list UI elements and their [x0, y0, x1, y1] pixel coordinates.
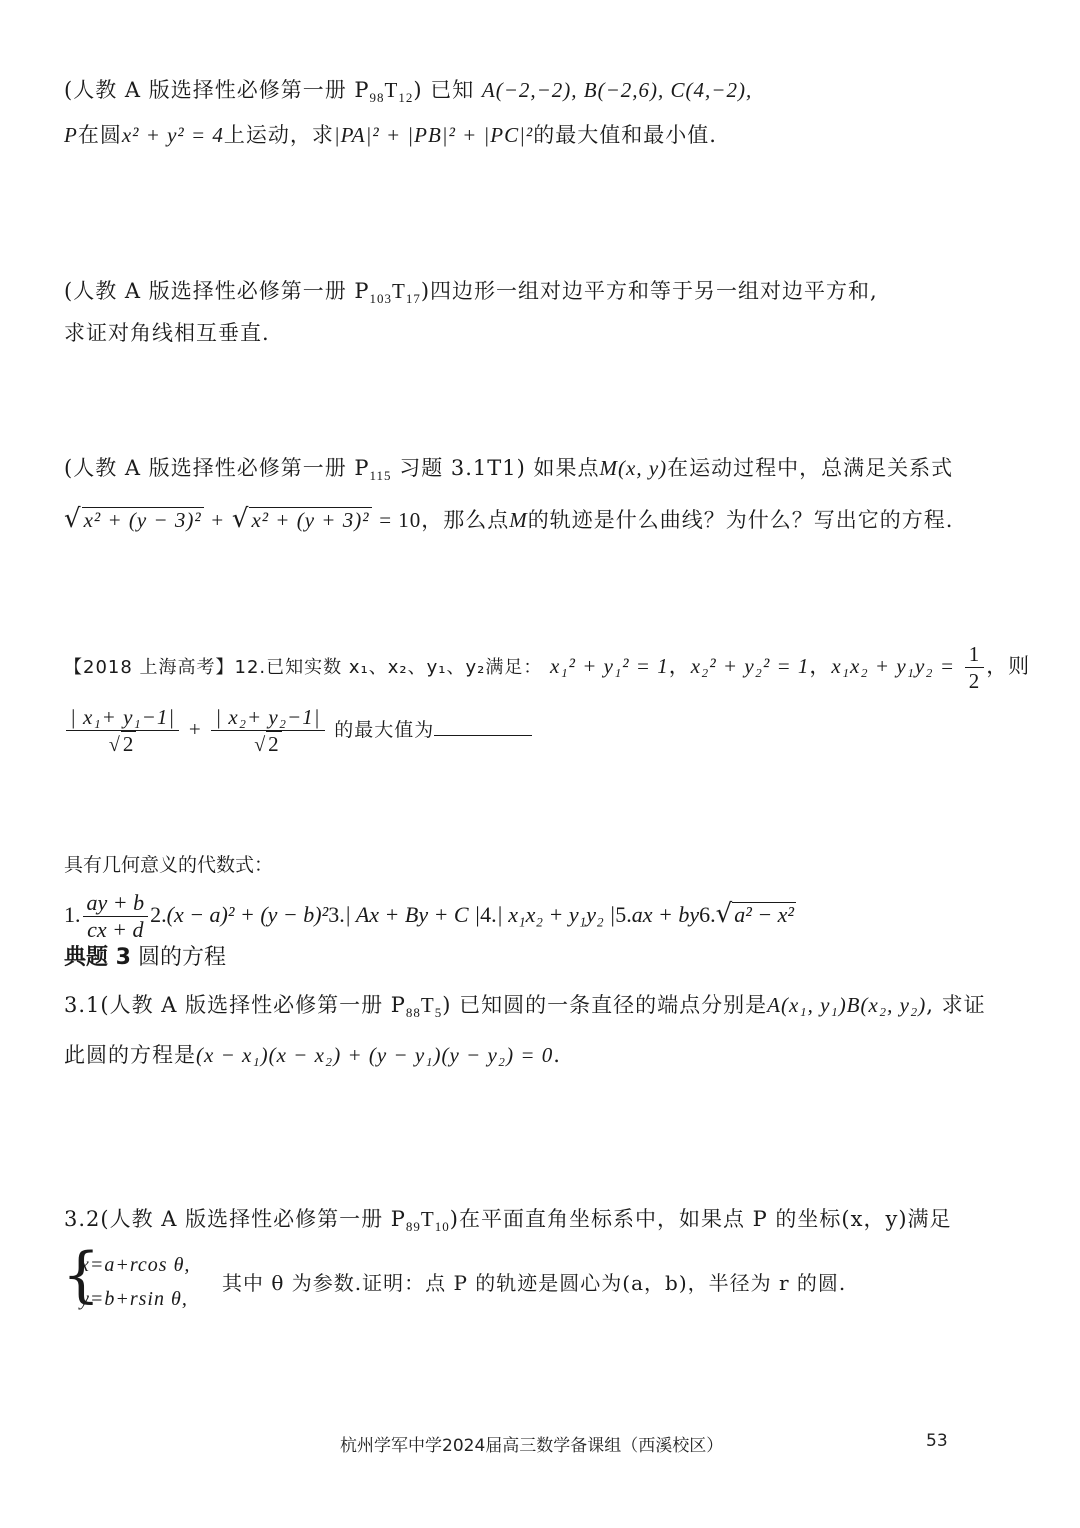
page-number: 103: [369, 291, 393, 307]
source-reference: 3.1(人教 A 版选择性必修第一册 P: [64, 993, 406, 1017]
numerator: ay + b: [83, 890, 149, 917]
text: , 求证: [926, 993, 986, 1017]
distance-squared-expression: (x − a)² + (y − b)²: [166, 902, 329, 927]
point-m: M: [509, 508, 528, 532]
condition-2: x₂² + y₂² = 1: [690, 654, 810, 678]
denominator: √2: [108, 731, 135, 756]
denominator: cx + d: [87, 916, 144, 942]
comma: ，: [809, 654, 832, 678]
exercise-prefix: T: [420, 1207, 435, 1231]
exercise-number: 12: [398, 90, 414, 106]
parametric-y: y=b+rsin θ,: [80, 1288, 188, 1310]
item-number: 3.: [328, 902, 345, 927]
item-number: 5.: [615, 902, 632, 927]
text: 的轨迹是什么曲线？为什么？写出它的方程.: [527, 508, 954, 532]
statement-text: )四边形一组对边平方和等于另一组对边平方和,: [420, 279, 878, 303]
text: ) 已知圆的一条直径的端点分别是: [442, 993, 768, 1017]
fraction-2: [211, 704, 324, 758]
problem-3-2-line-1: [64, 1204, 952, 1234]
problem-3-1-line-1: [64, 990, 986, 1020]
exercise-number: 5: [434, 1005, 443, 1021]
exercise-number: 17: [405, 291, 421, 307]
dot-product-expression: | x₁x₂ + y₁y₂ |: [496, 902, 616, 927]
source-reference: (人教 A 版选择性必修第一册 P: [64, 279, 370, 303]
item-number: 1.: [64, 902, 81, 927]
footer-organization: 杭州学军中学2024届高三数学备课组（西溪校区）: [340, 1436, 724, 1456]
distance-sum-expression: |PA|² + |PB|² + |PC|²: [333, 123, 534, 147]
numerator: | x₂+ y₂−1|: [211, 704, 324, 731]
page-number: 89: [405, 1219, 421, 1235]
plus-sign: +: [211, 508, 225, 532]
plus-sign: +: [188, 717, 202, 741]
source-reference: 3.2(人教 A 版选择性必修第一册 P: [64, 1207, 406, 1231]
linear-expression: ax + by: [631, 902, 700, 927]
item-number: 6.: [699, 902, 716, 927]
section-label: 典题 3: [64, 945, 131, 970]
exam-tag: 【2018 上海高考】: [64, 657, 235, 678]
fraction-half: [965, 641, 985, 694]
footer-page-number: 53: [926, 1431, 948, 1451]
answer-blank: [434, 715, 532, 736]
problem-3-line-1: [64, 453, 953, 483]
text: 在圆: [77, 123, 122, 147]
section-title: 圆的方程: [137, 945, 226, 970]
exercise-prefix: T: [420, 993, 435, 1017]
problem-3-line-2: [64, 504, 953, 535]
problem-4-line-2: [64, 698, 532, 760]
radical-sign: √: [64, 504, 82, 534]
radicand: 2: [268, 731, 280, 756]
circle-equation: (x − x₁)(x − x₂) + (y − y₁)(y − y₂) = 0: [196, 1043, 554, 1067]
comma: ，: [668, 654, 691, 678]
heading: 具有几何意义的代数式：: [64, 854, 274, 876]
exercise-prefix: T: [392, 279, 406, 303]
condition-3: x₁x₂ + y₁y₂ =: [831, 654, 955, 678]
condition-1: x₁² + y₁² = 1: [550, 654, 669, 678]
item-number: 2.: [150, 902, 167, 927]
parametric-x: x=a+rcos θ,: [80, 1254, 191, 1276]
radical-sign: √: [715, 899, 733, 929]
fraction-1: [66, 704, 179, 758]
problem-3-2-tail: 其中 θ 为参数.证明：点 P 的轨迹是圆心为(a，b)，半径为 r 的圆.: [222, 1271, 847, 1295]
denominator: √2: [254, 731, 280, 756]
points-expression: A(−2,−2), B(−2,6), C(4,−2),: [481, 78, 753, 102]
problem-2-line-2: [64, 318, 270, 348]
section-heading: [64, 943, 226, 973]
text: 上运动，求: [223, 123, 334, 147]
point-m: M(x, y): [599, 456, 668, 480]
radicand-2: x² + (y + 3)²: [251, 508, 370, 532]
problem-3-1-line-2: [64, 1040, 561, 1070]
equals-ten: = 10: [379, 508, 422, 532]
statement-text: 求证对角线相互垂直.: [64, 321, 270, 345]
radicand: 2: [122, 731, 135, 756]
source-reference: (人教 A 版选择性必修第一册 P: [64, 456, 370, 480]
question-text: 的最大值为: [334, 719, 435, 741]
problem-4-line-1: [64, 636, 1030, 696]
text: 此圆的方程是: [64, 1043, 196, 1067]
numerator: 1: [965, 641, 985, 668]
problem-1-line-2: [64, 120, 717, 150]
expression-list: [64, 884, 796, 944]
numerator: | x₁+ y₁−1|: [66, 704, 179, 731]
denominator: 2: [968, 669, 981, 693]
text: ，则: [986, 654, 1031, 678]
page-number: 88: [405, 1005, 421, 1021]
problem-2-line-1: [64, 276, 878, 306]
line-distance-expression: | Ax + By + C |: [344, 902, 481, 927]
item-number: 4.: [480, 902, 497, 927]
known-text: ) 已知: [413, 78, 482, 102]
radical-sign: √: [231, 504, 250, 534]
page-number: 98: [369, 90, 385, 106]
text: 在运动过程中，总满足关系式: [667, 456, 954, 480]
source-reference: (人教 A 版选择性必修第一册 P: [64, 78, 370, 102]
page-number: 115: [369, 468, 392, 484]
text: 的最大值和最小值.: [533, 123, 717, 147]
fraction-expression: [83, 890, 149, 943]
point-p: P: [64, 123, 78, 147]
endpoints-expression: A(x₁, y₁)B(x₂, y₂): [767, 993, 927, 1017]
exercise-number: 10: [434, 1219, 450, 1235]
problem-1-line-1: [64, 75, 752, 105]
text: 习题 3.1T1) 如果点: [391, 456, 600, 480]
text: ，那么点: [421, 508, 510, 532]
exercise-prefix: T: [384, 78, 399, 102]
system-brace: {: [62, 1240, 101, 1310]
radicand-1: x² + (y − 3)²: [83, 508, 202, 532]
circle-equation: x² + y² = 4: [121, 123, 224, 147]
statement-text: 12.已知实数 x₁、x₂、y₁、y₂满足：: [234, 657, 543, 678]
radicand: a² − x²: [734, 902, 795, 927]
text: )在平面直角坐标系中，如果点 P 的坐标(x，y)满足: [449, 1207, 952, 1231]
period: .: [553, 1043, 561, 1067]
